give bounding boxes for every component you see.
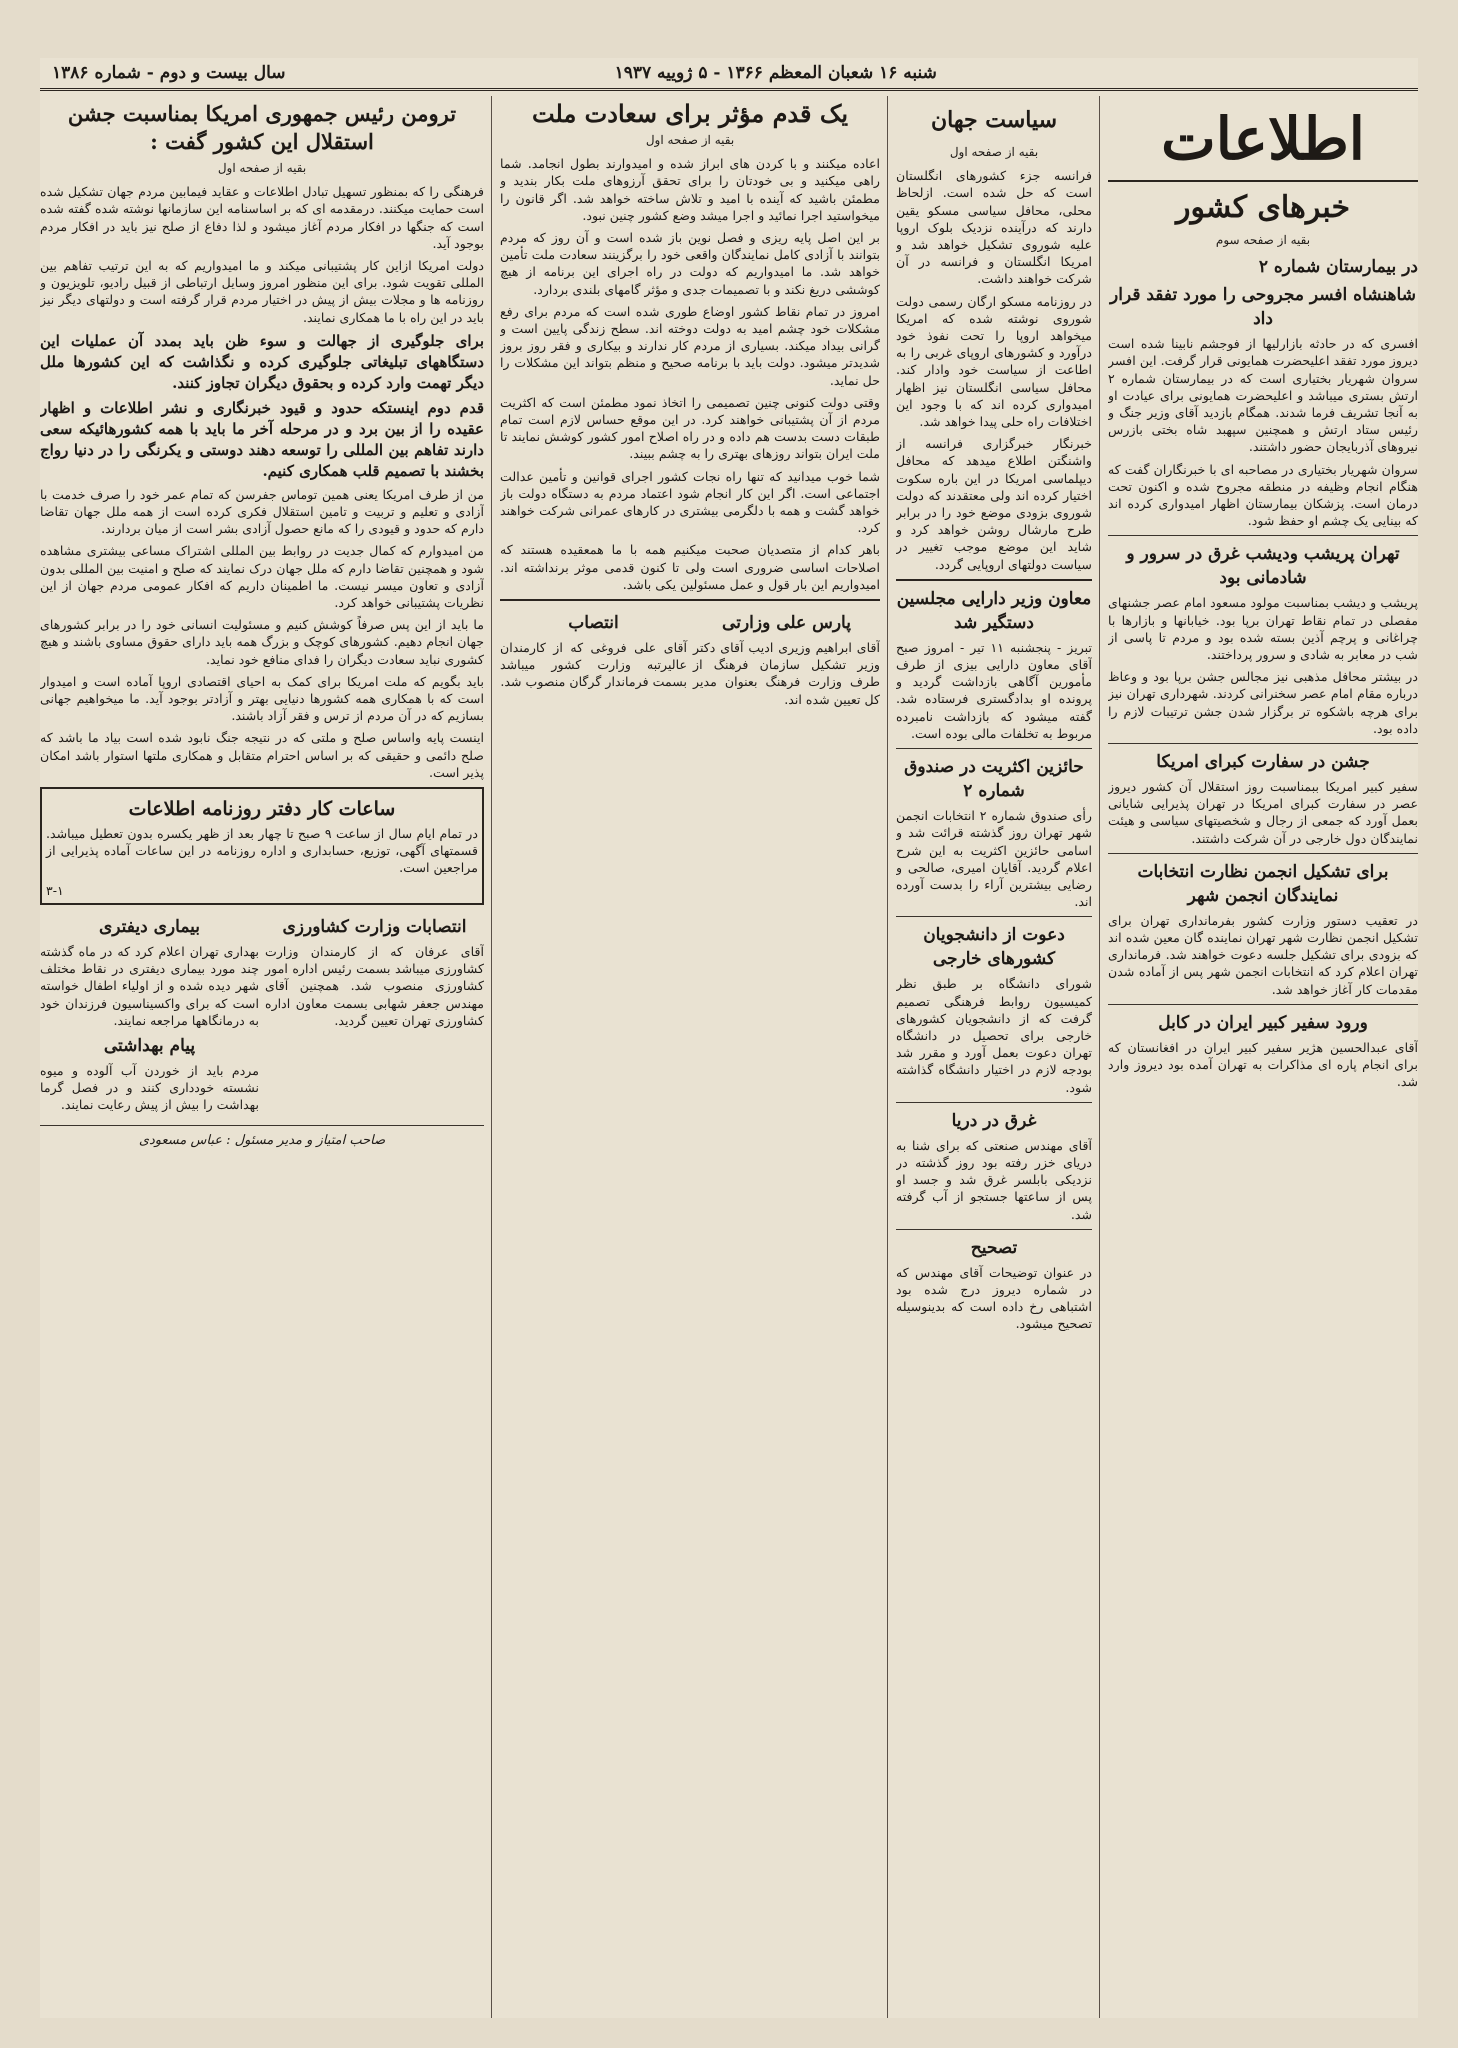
divider (896, 1102, 1092, 1103)
small-news-row (500, 607, 880, 713)
article-body: شورای دانشگاه بر طبق نظر کمیسیون روابط فرهنگی تصمیم گرفت که از دانشجویان کشورهای خارجی برای تحصیل در دانشگاه تهران دعوت بعمل آورد و مقرر شد بودجه لازم در اختیار دانشگاه گذاشته شود. (896, 976, 1092, 1095)
column-rule (491, 96, 492, 2018)
divider (1108, 1004, 1418, 1005)
continued-note: بقیه از صفحه سوم (1215, 233, 1311, 247)
continued-note: بقیه از صفحه اول (217, 161, 307, 175)
article-headline: ورود سفیر کبیر ایران در کابل (1158, 1012, 1368, 1033)
box-title: ساعات کار دفتر روزنامه اطلاعات (128, 798, 396, 821)
small-news-item (40, 911, 259, 1119)
divider (1108, 535, 1418, 536)
article-body: باید بگویم که ملت امریکا برای کمک به احیای اقتصادی اروپا آماده است و امیدوار است که با همکاری همه کشورها دنیایی بهتر و آزادتر بوجود آید. ما میخواهیم جهانی بسازیم که در آن مردم از ترس و فقر آزاد باشند. (40, 673, 484, 724)
divider (896, 748, 1092, 749)
divider (40, 1125, 484, 1126)
column-editorial (500, 96, 880, 2018)
article-headline: شاهنشاه افسر مجروحی را مورد تفقد قرار داد (1110, 285, 1416, 330)
divider (896, 579, 1092, 581)
issue-line: سال بیست و دوم - شماره ۱۳۸۶ (52, 63, 286, 83)
article-body: سفیر کبیر امریکا ببمناسبت روز استقلال آن کشور دیروز عصر در سفارت کبرای امریکا در تهران پذیرایی شایانی بعمل آورد که جمعی از رجال و شخصیتهای سیاسی و هیئت نمایندگان دول خارجی در آن شرکت داشتند. (1108, 779, 1418, 846)
small-news-row (40, 911, 484, 1119)
divider (896, 916, 1092, 917)
column-rule (1099, 96, 1100, 2018)
article-body: ما باید از این پس صرفاً کوشش کنیم و مسئولیت انسانی خود را در برابر کشورهای جهان انجام دهیم. کشورهای کوچک و بزرگ همه باید دارای حقوق مساوی باشند و هیچ کشوری نباید سعادت دیگران را فدای منافع خود نماید. (40, 617, 484, 667)
article-body: افسری که در حادثه بازارلیها از فوجشم نابینا شده است دیروز مورد تفقد اعلیحضرت همایونی قرار گرفت. این افسر سروان شهریار بختیاری است که در بیمارستان شماره ۲ ارتش بستری میباشد و اعلیحضرت همایونی برای عیادت او به آنجا تشریف فرما شدند. همگام بازدید آقای وزیر جنگ و رئیس ستاد ارتش و همچنین سپهبد شاه بختی بازرس نیروهای آذربایجان حضور داشتند. (1108, 336, 1418, 455)
article-headline: معاون وزیر دارایی مجلسین دستگیر شد (896, 588, 1092, 633)
small-news-item (500, 607, 687, 713)
article-body: باهر کدام از متصدیان صحبت میکنیم همه با ما همعقیده هستند که اصلاحات اساسی ضروری است ولی تا کنون قدمی موثر برنداشته اند. امیدواریم این بار قول و عمل مسئولین یکی باشد. (500, 542, 880, 592)
article-body: آقای عبدالحسین هژیر سفیر کبیر ایران در افغانستان که برای انجام پاره ای مذاکرات به تهران آمده بود دیروز وارد شد. (1108, 1039, 1418, 1090)
divider (500, 599, 880, 601)
article-body: من از طرف امریکا یعنی همین توماس جفرسن که تمام عمر خود را صرف خدمت با آزادی و تعلیم و تربیت و تامین استقلال فکری کرده است از همه ملل جهان تقاضا دارم که حدود و قیودی را که مانع حصول آزادی بشر است از میان بردارند. (40, 486, 484, 537)
article-body: در تعقیب دستور وزارت کشور بفرمانداری تهران برای تشکیل انجمن نظارت شهر تهران نماینده گان معین شده اند که بزودی برای تشکیل جلسه دعوت خواهند شد. فرمانداری تهران اعلام کرد که انتخابات انجمن شهر پس از آماده شدن مقدمات کار آغاز خواهد شد. (1108, 912, 1418, 997)
article-headline: انتصاب (568, 613, 619, 634)
emphasis-paragraph: قدم دوم اینستکه حدود و قیود خبرنگاری و نشر اطلاعات و اظهار عقیده را از بین برد و در مرحله آخر ما باید با همه کشورهائیکه سعی دارند تفاهم بین المللی را توسعه دهند دوستی و یکرنگی را در دنیا رواج بخشند با تصمیم قلب همکاری کنیم. (40, 398, 484, 480)
article-headline: پیام بهداشتی (103, 1035, 196, 1056)
office-hours-box (40, 787, 484, 905)
article-headline: پارس علی وزارتی (722, 613, 851, 634)
divider (896, 1229, 1092, 1230)
article-body: در بیشتر محافل مذهبی نیز مجالس جشن برپا بود و وعاظ درباره مقام امام عصر سخنرانی کردند. شهرداری تهران نیز برای هرچه باشکوه تر برگزار شدن جشن ترتیبات لازم را داده بود. (1108, 669, 1418, 736)
article-body: بهداری تهران اعلام کرد که در ماه گذشته چند مورد بیماری دیفتری در نقاط مختلف شهر دیده شده و از اولیاء اطفال خواسته است که برای واکسیناسیون فرزندان خود به درمانگاهها مراجعه نمایند. (40, 943, 259, 1028)
article-body: آقای مهندس صنعتی که برای شنا به دریای خزر رفته بود روز گذشته در نزدیکی بابلسر غرق شد و جسد او پس از ساعتها جستجو از آب گرفته شد. (896, 1137, 1092, 1222)
article-body: خبرنگار خبرگزاری فرانسه از واشنگتن اطلاع میدهد که محافل دیپلماسی امریکا در این باره سکوت اختیار کرده اند ولی معتقدند که دولت شوروی بزودی موضع خود را در برابر طرح مارشال روشن خواهد کرد و شاید این موضع موجب تغییر در سیاست دولتهای اروپایی گردد. (896, 436, 1092, 572)
article-body: در عنوان توضیحات آقای مهندس که در شماره دیروز درج شده بود اشتباهی رخ داده است که بدینوسیله تصحیح میشود. (896, 1264, 1092, 1332)
column-news (1108, 96, 1418, 2018)
emphasis-paragraph: برای جلوگیری از جهالت و سوء ظن باید بمدد آن عملیات این دستگاههای تبلیغاتی جلوگیری کرده و نگذاشت که این کشورها ملل دیگر تهمت وارد کرده و بحقوق دیگران تجاوز کنند. (40, 331, 484, 392)
article-body: آقای عرفان که از کارمندان وزارت کشاورزی میباشد بسمت رئیس اداره امور کشاورزی منصوب شد. همچنین آقای مهندس جعفر شهابی بسمت معاون اداره کشاورزی تهران تعیین گردید. (265, 943, 484, 1028)
article-headline: تصحیح (970, 1237, 1018, 1258)
box-body: در تمام ایام سال از ساعت ۹ صبح تا چهار بعد از ظهر یکسره بدون تعطیل میباشد. قسمتهای آگهی، توزیع، حسابداری و اداره روزنامه در این ساعات آماده پذیرایی از مراجعین است. (46, 826, 478, 876)
article-body: مردم باید از خوردن آب آلوده و میوه نشسته خودداری کنند و در فصل گرما بهداشت را بیش از پیش رعایت نمایند. (40, 1062, 259, 1113)
article-headline: دعوت از دانشجویان کشورهای خارجی (923, 925, 1065, 970)
column-world-politics (896, 96, 1092, 2018)
article-body: من امیدوارم که کمال جدیت در روابط بین المللی اشتراک مساعی بیشتری مشاهده شود و همچنین تقاضا دارم که ملل جهان درک نمایند که صلح و امنیت بین المللی بدون آزادی و تعاون میسر نیست. ما اطمینان داریم که افکار عمومی مردم جهان از این نظریات پشتیبانی خواهد کرد. (40, 543, 484, 611)
article-headline: جشن در سفارت کبرای امریکا (1156, 752, 1370, 773)
publisher-signature: صاحب امتیاز و مدیر مسئول : عباس مسعودی (138, 1132, 386, 1148)
article-body: دولت امریکا ازاین کار پشتیبانی میکند و ما امیدواریم که به این ترتیب تفاهم بین المللی تقویت شود. برای این منظور امروز وسایل ارتباطی از قبیل رادیو، تلویزیون و روزنامه ها و مجلات بیش از پیش در اختیار مردم قرار گرفته است و دولتهای دیگر نیز باید در این راه با ما همکاری نمایند. (40, 258, 484, 325)
box-ref: ۳-۱ (46, 882, 64, 898)
article-body: فرانسه جزء کشورهای انگلستان است که حل شده است. ازلحاظ محلی، محافل سیاسی مسکو یقین دارند که درآینده نزدیک بلوک اروپا علیه شوروی تشکیل خواهد شد و امریکا انگلستان و فرانسه در آن شرکت خواهند داشت. (896, 168, 1092, 287)
article-body: وقتی دولت کنونی چنین تصمیمی را اتخاذ نمود مطمئن است که اکثریت مردم از آن پشتیبانی خواهند کرد. در این موقع حساس لازم است تمام طبقات دست بدست هم داده و در راه اصلاح امور کشور کوشش نمایند تا ملت ایران بتواند روزهای بهتری را به چشم ببیند. (500, 394, 880, 462)
small-news-item (265, 911, 484, 1119)
article-body: تبریز - پنجشنبه ۱۱ تیر - امروز صبح آقای معاون دارایی بیزی از طرف مأمورین آگاهی بازداشت گردید و پرونده او بدادگستری فرستاده شد. گفته میشود که بازداشت نامبرده مربوط به تخلفات مالی بوده است. (896, 639, 1092, 741)
date-line: شنبه ۱۶ شعبان المعظم ۱۳۶۶ - ۵ ژوییه ۱۹۳۷ (614, 63, 937, 83)
article-kicker: در بیمارستان شماره ۲ (1258, 257, 1418, 278)
article-body: شما خوب میدانید که تنها راه نجات کشور اجرای قوانین و تأمین عدالت اجتماعی است. اگر این کار انجام شود اعتماد مردم به دستگاه دولت باز خواهد گشت و همه با دلگرمی بیشتری در کارهای عمرانی شرکت خواهند کرد. (500, 468, 880, 536)
article-headline: برای تشکیل انجمن نظارت انتخابات نمایندگان انجمن شهر (1137, 861, 1389, 906)
article-body: آقای ابراهیم وزیری ادیب آقای دکتر وزیر تشکیل سازمان فرهنگ از طرف وزارت فرهنگ بعنوان مدیر کل تعیین شده اند. (693, 640, 880, 707)
article-body: رأی صندوق شماره ۲ انتخابات انجمن شهر تهران روز گذشته قرائت شد و اسامی حائزین اکثریت به این شرح اعلام گردید. آقایان امیری، صالحی و رضایی بیشترین آراء را بدست آورده اند. (896, 808, 1092, 910)
small-news-item (693, 607, 880, 713)
article-headline: بیماری دیفتری (98, 916, 201, 937)
divider (1108, 743, 1418, 744)
top-date-bar (40, 58, 1418, 91)
article-headline: تهران پریشب ودیشب غرق در سرور و شادمانی بود (1126, 544, 1400, 589)
column-rule (887, 96, 888, 2018)
article-body: امروز در تمام نقاط کشور اوضاع طوری شده است که مردم برای رفع مشکلات خود چشم امید به دولت دوخته اند. سطح زندگی پایین است و گرانی بیداد میکند. بسیاری از مردم کار ندارند و بیکاری و فقر روز بروز شدیدتر میشود. دولت باید با برنامه صحیح و منظم بتواند این مشکلات را حل نماید. (500, 303, 880, 388)
divider (1108, 853, 1418, 854)
article-headline: انتصابات وزارت کشاورزی (282, 916, 467, 937)
article-body: آقای علی فروغی که از کارمندان عالیرتبه وزارت کشور میباشد بسمت فرماندار گرگان منصوب شد. (500, 640, 687, 690)
article-headline: غرق در دریا (951, 1110, 1037, 1131)
article-headline: حائزین اکثریت در صندوق شماره ۲ (904, 757, 1084, 802)
article-body: سروان شهریار بختیاری در مصاحبه ای با خبرنگاران گفت که هنگام انجام وظیفه در منطقه مجروح شده و اکنون تحت درمان است. پزشکان بیمارستان اظهار امیدواری کرده اند که بینایی یک چشم او حفظ شود. (1108, 461, 1418, 529)
newspaper-page (40, 58, 1418, 2018)
divider (1108, 180, 1418, 182)
article-body: فرهنگی را که بمنظور تسهیل تبادل اطلاعات و عقاید فیمابین مردم جهان تشکیل شده است حمایت میکنند. درمقدمه ای که بر اساسنامه این سازمانها نوشته شده گفته شده است که جنگها در افکار مردم آغاز میشود و لذا دفاع از صلح نیز باید در افکار مردم بوجود آید. (40, 184, 484, 251)
section-title-news: خبرهای کشور (1175, 190, 1351, 225)
article-body: اعاده میکنند و با کردن های ابراز شده و امیدوارند بطول انجامد. شما راهی میکنید و بی خودتان را برای تحقق آرزوهای ملت بکار بندید و مطمئن باشید که آینده با امید و تلاش ساخته خواهد شد. اگر قانون را میخواستید اجرا نمائید و اجرا میشد وضع کشور چنین نبود. (500, 156, 880, 223)
masthead-logo: اطلاعات (1161, 105, 1365, 173)
continued-note: بقیه از صفحه اول (645, 133, 735, 147)
section-title-world: سیاست جهان (930, 107, 1058, 133)
article-body: پریشب و دیشب بمناسبت مولود مسعود امام عصر جشنهای مفصلی در تمام نقاط تهران برپا بود. خیابانها و بازارها با چراغانی و پرچم آذین بسته شده بود و مردم تا پاسی از شب در معابر به شادی و سرور پرداختند. (1108, 595, 1418, 663)
article-body: اینست پایه واساس صلح و ملتی که در نتیجه جنگ نابود شده است بیاد ما باشد که صلح دائمی و حقیقی که بر اساس احترام متقابل و همکاری ملتها استوار باشد امکان پذیر است. (40, 730, 484, 780)
editorial-headline: یک قدم مؤثر برای سعادت ملت (531, 99, 849, 128)
article-body: در روزنامه مسکو ارگان رسمی دولت شوروی نوشته شده که امریکا میخواهد اروپا را تحت نفوذ خود درآورد و کشورهای اروپای غربی را به اطاعت از سیاست خود وادار کند. محافل سیاسی انگلستان نیز اظهار امیدواری کرده اند که با وجود این اختلافات راه حلی پیدا خواهد شد. (896, 293, 1092, 430)
continued-note: بقیه از صفحه اول (949, 145, 1039, 159)
column-truman (40, 96, 484, 2018)
article-headline: ترومن رئیس جمهوری امریکا بمناسبت جشن استقلال این کشور گفت : (67, 101, 457, 154)
article-body: بر این اصل پایه ریزی و فصل نوین باز شده است و آن روز که مردم بتوانند با آزادی کامل نمایندگان واقعی خود را برگزینند سعادت ملت تأمین خواهد شد. ما امیدواریم که دولت در راه اجرای این برنامه از هیچ کوششی دریغ نکند و با تصمیمات جدی و مؤثر گامهای بلندی بردارد. (500, 230, 880, 297)
